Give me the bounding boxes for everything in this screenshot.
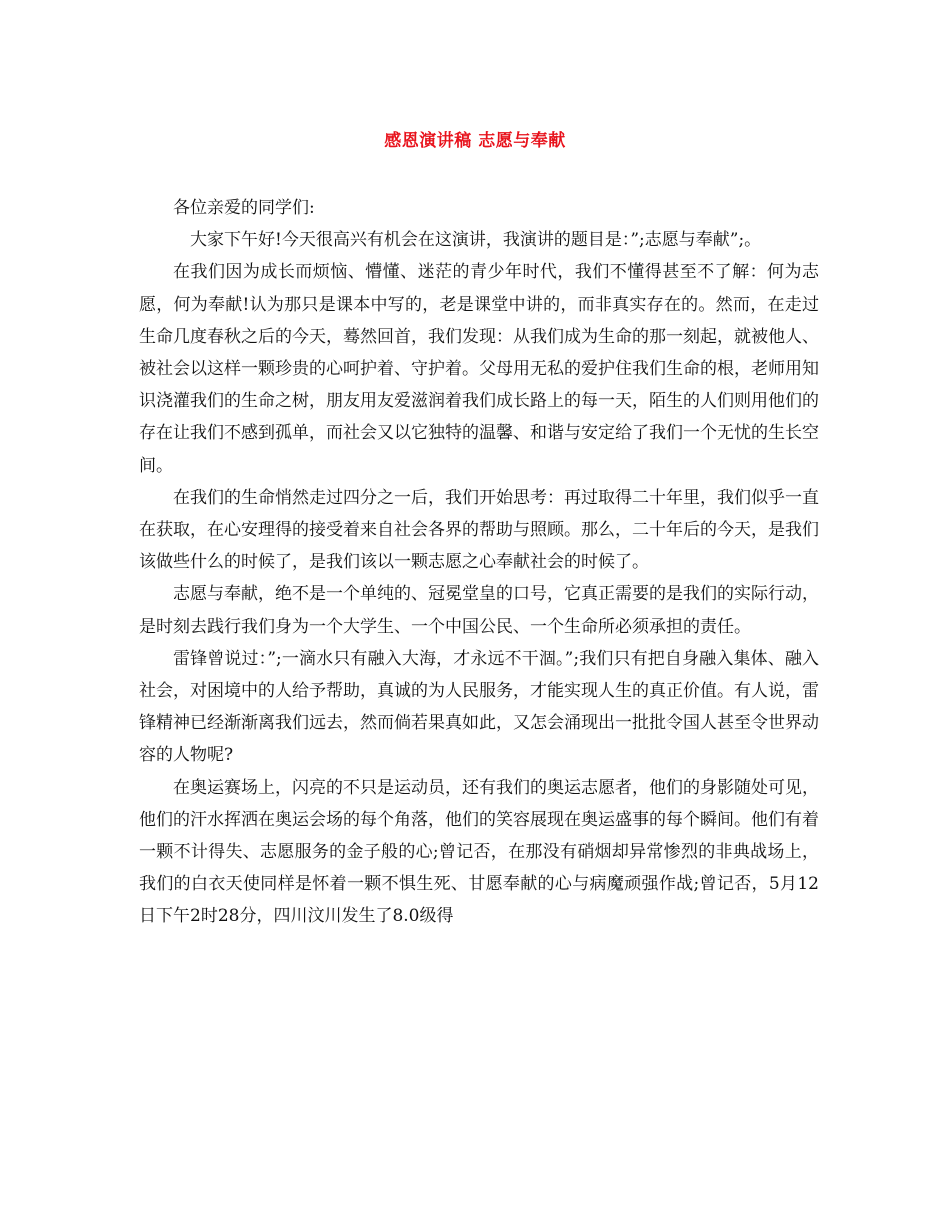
salutation: 各位亲爱的同学们: [173,198,315,218]
paragraph-leifeng: 雷锋曾说过：”;一滴水只有融入大海，才永远不干涸。”;我们只有把自身融入集体、融入社会，对困境中的人给予帮助，真诚的为人民服务，才能实现人生的真正价值。有人说，雷锋精神已经渐渐离我们远去，然而倘若果真如此，又怎会涌现出一批批令国人甚至令世界动容的人物呢? [139,648,819,766]
document-title: 感恩演讲稿 志愿与奉献 [384,131,566,151]
paragraph-greeting: 大家下午好!今天很高兴有机会在这演讲，我演讲的题目是：”;志愿与奉献”;。 [190,230,762,251]
paragraph-reflection: 在我们的生命悄然走过四分之一后，我们开始思考：再过取得二十年里，我们似乎一直在获取，在心安理得的接受着来自社会各界的帮助与照顾。那么，二十年后的今天，是我们该做些什么的时候了，是我们该以一颗志愿之心奉献社会的时候了。 [139,487,819,573]
paragraph-youth: 在我们因为成长而烦恼、懵懂、迷茫的青少年时代，我们不懂得甚至不了解：何为志愿，何为奉献!认为那只是课本中写的，老是课堂中讲的，而非真实存在的。然而，在走过生命几度春秋之后的今天，蓦然回首，我们发现：从我们成为生命的那一刻起，就被他人、被社会以这样一颗珍贵的心呵护着、守护着。父母用无私的爱护住我们生命的根，老师用知识浇灌我们的生命之树，朋友用友爱滋润着我们成长路上的每一天，陌生的人们则用他们的存在让我们不感到孤单，而社会又以它独特的温馨、和谐与安定给了我们一个无忧的生长空间。 [139,262,819,476]
paragraph-action: 志愿与奉献，绝不是一个单纯的、冠冕堂皇的口号，它真正需要的是我们的实际行动，是时刻去践行我们身为一个大学生、一个中国公民、一个生命所必须承担的责任。 [139,584,819,637]
paragraph-olympics: 在奥运赛场上，闪亮的不只是运动员，还有我们的奥运志愿者，他们的身影随处可见，他们的汗水挥洒在奥运会场的每个角落，他们的笑容展现在奥运盛事的每个瞬间。他们有着一颗不计得失、志愿服务的金子般的心;曾记否，在那没有硝烟却异常惨烈的非典战场上，我们的白衣天使同样是怀着一颗不惧生死、甘愿奉献的心与病魔顽强作战;曾记否，5月12日下午2时28分，四川汶川发生了8.0级得 [139,777,819,927]
document-body [139,192,819,933]
